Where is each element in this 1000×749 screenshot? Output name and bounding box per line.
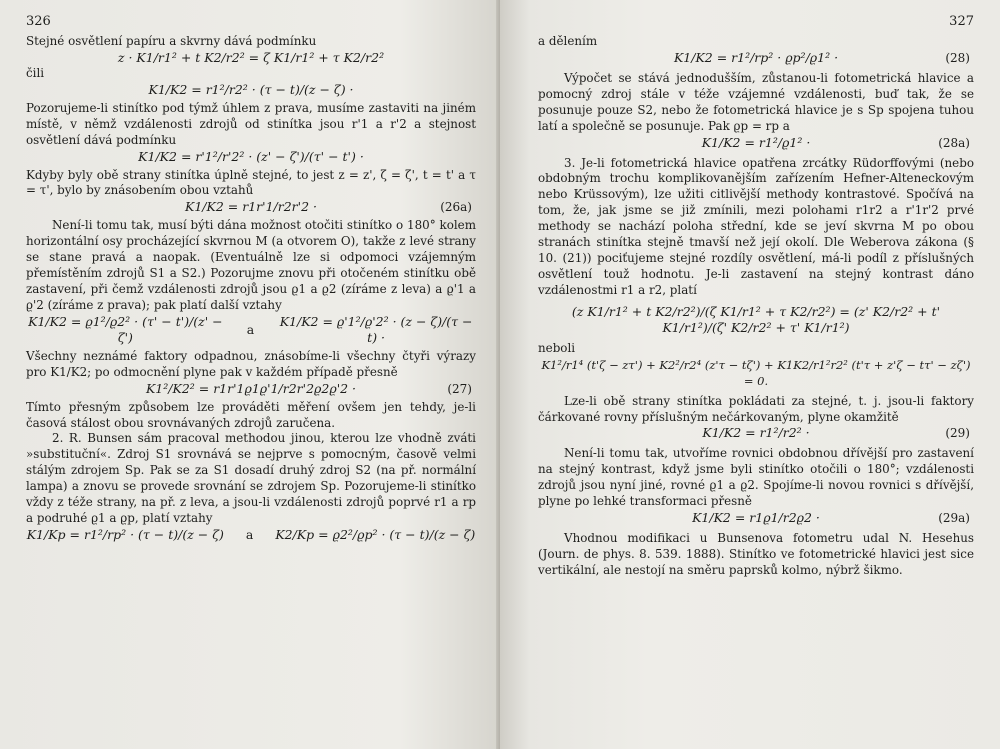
equation: K1/K2 = ϱ1²/ϱ2² · (τ' − t')/(z' − ζ') a K1/K2 = ϱ'1²/ϱ'2² · (z − ζ)/(τ − t) · (28, 313, 473, 345)
page-number: 327 (949, 14, 974, 29)
paragraph: Výpočet se stává jednodušším, zůstanou-li fotometrická hlavice a pomocný zdroj stále v téže vzájemné vzdálenosti, buď tak, že se posunuje pouze S2, nebo že fotometrická hlavice je s Sp spojena tuhou latí a společně se posunuje. Pak ϱp = rp a (538, 70, 974, 133)
equation-number: (26a) (440, 200, 472, 215)
equation-28a: K1/K2 = r1²/ϱ1² · (28a) (701, 134, 970, 150)
paragraph: 2. R. Bunsen sám pracoval methodou jinou, kterou lze vhodně zváti »substituční«. Zdroj S1 srovnává se nejprve s pomocným, časově velmi stálým zdrojem Sp. Pak se za S1 dosadí druhý zdroj S2 (na př. normální lampa) a znovu se provede srovnání se zdrojem Sp. Pozorujeme-li stinítko vždy z téže strany, na př. z leva, a jsou-li vzdálenosti zdrojů poprvé r1 a rp a podruhé ϱ1 a ϱp, platí vztahy (26, 431, 476, 525)
equation: z · K1/r1² + t K2/r2² = ζ K1/r1² + τ K2/r2² (117, 49, 385, 65)
equation-number: (28a) (938, 135, 970, 150)
paragraph: Není-li tomu tak, musí býti dána možnost otočiti stinítko o 180° kolem horizontální osy procházející skvrnou M (a otvorem O), takže z levé strany se stane pravá a naopak. (Eventuálně lze si odpomoci vzájemným přemístěním zdrojů S1 a S2.) Pozorujme znovu při otočeném stinítku obě zastavení, při čemž vzdálenosti zdrojů jsou ϱ1 a ϱ2 (zíráme z leva) a ϱ'1 a ϱ'2 (zíráme z prava); pak platí další vztahy (26, 218, 476, 312)
equation-28: K1/K2 = r1²/rp² · ϱp²/ϱ1² · (28) (673, 49, 970, 65)
paragraph: Vhodnou modifikaci u Bunsenova fotometru udal N. Hesehus (Journ. de phys. 8. 539. 1888). Stinítko ve fotometrické hlavici jest sice vertikální, ale nestojí na směru paprsků kolmo, nýbrž šikmo. (538, 531, 974, 577)
equation-26a: K1/K2 = r1r'1/r2r'2 · (26a) (185, 199, 472, 215)
page-number: 326 (26, 14, 51, 29)
equation-29: K1/K2 = r1²/r2² · (29) (702, 425, 970, 441)
left-page-body (26, 34, 476, 543)
paragraph: Stejné osvětlení papíru a skvrny dává podmínku (26, 34, 317, 48)
equation: K1/K2 = r1²/r2² · (τ − t)/(z − ζ) · (148, 81, 354, 97)
equation: (z K1/r1² + t K2/r2²)/(ζ K1/r1² + τ K2/r2²) = (z' K2/r2² + t' K1/r1²)/(ζ' K2/r2² + τ' K1/r1²) (571, 303, 941, 335)
paragraph: 3. Je-li fotometrická hlavice opatřena zrcátky Rüdorffovými (nebo obdobným trochu komplikovanějším zařízením Hefner-Alteneckovým nebo Krüssovým), lze užiti citlivější methody kontrastové. Spočívá na tom, že, jak jsme se již zmínili, mezi polohami r1r2 a r'1r'2 prvé methody se nachází poloha střední, kde se jeví skvrna M po obou stranách stinítka stejně tmavší než její okolí. Dle Weberova zákona (§ 10. (21)) pociťujeme stejné rozdíly osvětlení, má-li podíl z příslušných osvětlení touž hodnotu. Je-li zastavení na stejný kontrast dáno vzdálenostmi r1 a r2, platí (538, 155, 974, 297)
right-page-body (538, 34, 974, 579)
equation-number: (29a) (938, 511, 970, 526)
equation: K1/Kp = r1²/rp² · (τ − t)/(z − ζ) a K2/Kp = ϱ2²/ϱp² · (τ − t)/(z − ζ) (26, 526, 476, 542)
paragraph: a dělením (538, 34, 598, 48)
right-page (500, 0, 1000, 749)
paragraph: Všechny neznámé faktory odpadnou, znásobíme-li všechny čtyři výrazy pro K1/K2; po odmocnění plyne pak v každém případě přesně (26, 348, 476, 379)
paragraph: Lze-li obě strany stinítka pokládati za stejné, t. j. jsou-li faktory čárkované rovny příslušným nečárkovaným, plyne okamžitě (538, 393, 974, 424)
paragraph: čili (26, 65, 45, 80)
equation: K1/K2 = r'1²/r'2² · (z' − ζ')/(τ' − t') · (138, 148, 364, 164)
paragraph: Není-li tomu tak, utvoříme rovnici obdobnou dřívější pro zastavení na stejný kontrast, když jsme byli stinítko otočili o 180°; vzdálenosti zdrojů jsou nyní jiné, rovné ϱ1 a ϱ2. Spojíme-li novou rovnici s dřívější, plyne po lehké transformaci přesně (538, 446, 974, 509)
equation-29a: K1/K2 = r1ϱ1/r2ϱ2 · (29a) (692, 510, 970, 526)
paragraph: Kdyby byly obě strany stinítka úplně stejné, to jest z = z', ζ = ζ', t = t' a τ = τ', bylo by znásobením obou vztahů (26, 167, 476, 198)
equation-number: (29) (945, 426, 970, 441)
paragraph: Pozorujeme-li stinítko pod týmž úhlem z prava, musíme zastaviti na jiném místě, v němž vzdálenosti zdrojů od stinítka jsou r'1 a r'2 a stejnost osvětlení dává podmínku (26, 100, 476, 147)
equation-27: K1²/K2² = r1r'1ϱ1ϱ'1/r2r'2ϱ2ϱ'2 · (27) (145, 380, 472, 396)
paragraph: neboli (538, 340, 576, 355)
equation-number: (28) (945, 50, 970, 65)
equation: K1²/r1⁴ (t'ζ − zτ') + K2²/r2⁴ (z'τ − tζ') + K1K2/r1²r2² (t'τ + z'ζ − tτ' − zζ') = 0. (541, 357, 971, 388)
equation-number: (27) (447, 381, 472, 396)
paragraph: Tímto přesným způsobem lze prováděti měření ovšem jen tehdy, je-li časová stálost obou srovnávaných zdrojů zaručena. (26, 399, 476, 430)
